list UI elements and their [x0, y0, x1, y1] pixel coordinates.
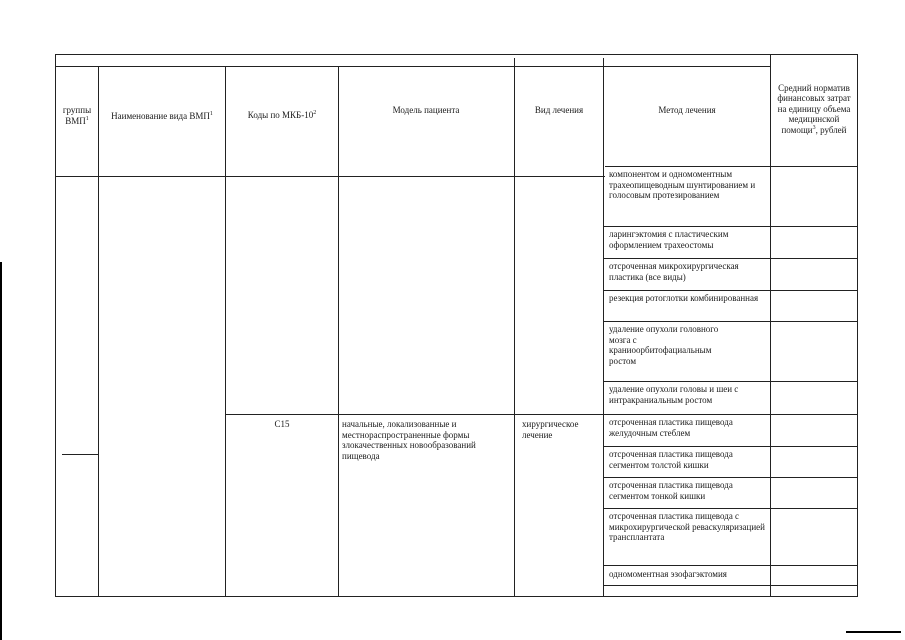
table-rule	[98, 66, 99, 597]
header-name	[104, 96, 220, 136]
table-rule	[603, 226, 857, 227]
table-rule	[603, 381, 857, 382]
table-rule	[55, 66, 770, 67]
header-treatment-type	[516, 100, 602, 120]
table-rule	[603, 58, 604, 597]
method-cell: ларингэктомия с пластическим оформлением трахеостомы	[609, 229, 729, 250]
table-rule	[62, 454, 98, 455]
method-cell: резекция ротоглотки комбинированная	[609, 293, 759, 303]
method-cell: отсроченная микрохирургическая пластика (все виды)	[609, 261, 739, 282]
method-cell: удаление опухоли головы и шеи с интракраниальным ростом	[609, 384, 739, 405]
scan-edge-mark	[846, 631, 901, 633]
table-rule	[55, 176, 605, 177]
header-name-label: Наименование вида ВМП	[111, 110, 210, 121]
method-cell: отсроченная пластика пищевода с микрохирургической реваскуляризацией трансплантата	[609, 511, 765, 543]
header-codes-label: Коды по МКБ-10	[247, 109, 314, 120]
method-cell: одномоментная эзофагэктомия	[609, 569, 727, 579]
header-codes	[227, 100, 337, 130]
method-cell: удаление опухоли головного мозга с краниоорбитофациальным ростом	[609, 324, 719, 366]
table-rule	[55, 54, 56, 597]
table-rule	[603, 290, 857, 291]
method-cell: отсроченная пластика пищевода сегментом толстой кишки	[609, 449, 733, 470]
method-cell: отсроченная пластика пищевода желудочным стеблем	[609, 417, 733, 438]
footnote-mark: 3	[812, 124, 816, 131]
header-model-label: Модель пациента	[392, 104, 460, 115]
table-rule	[603, 565, 857, 566]
header-cost-unit: , рублей	[815, 124, 847, 135]
footnote-mark: 2	[313, 109, 317, 116]
header-method	[605, 100, 769, 120]
header-method-label: Метод лечения	[658, 104, 716, 115]
header-cost-label: Средний норматив финансовых затрат на единицу объема медицинской помощи	[777, 82, 851, 135]
header-model	[340, 100, 512, 120]
table-rule	[603, 446, 857, 447]
header-cost	[772, 56, 856, 162]
table-rule	[225, 414, 857, 415]
table-rule	[55, 54, 857, 55]
footnote-mark: 1	[209, 110, 213, 117]
table-rule	[514, 58, 515, 597]
patient-model: начальные, локализованные и местнораспространенные формы злокачественных новообразований пищевода	[342, 419, 476, 461]
table-rule	[605, 166, 857, 167]
table-rule	[603, 258, 857, 259]
footnote-mark: 1	[85, 116, 89, 122]
table-rule	[857, 54, 858, 597]
table-rule	[603, 477, 857, 478]
table-rule	[603, 321, 857, 322]
table-rule	[225, 66, 226, 597]
table-rule	[338, 66, 339, 597]
header-group	[57, 96, 97, 136]
header-treatment-type-label: Вид лечения	[534, 104, 584, 115]
header-group-label: группы ВМП	[62, 105, 92, 126]
table-rule	[603, 585, 857, 586]
method-cell: компонентом и одномоментным трахеопищеводным шунтированием и голосовым протезированием	[609, 169, 756, 201]
table-rule	[55, 596, 857, 597]
table-rule	[603, 508, 857, 509]
icd-code: C15	[274, 418, 290, 429]
treatment-type: хирургическое лечение	[522, 419, 579, 440]
method-cell: отсроченная пластика пищевода сегментом тонкой кишки	[609, 480, 733, 501]
scan-edge-mark	[0, 262, 2, 640]
